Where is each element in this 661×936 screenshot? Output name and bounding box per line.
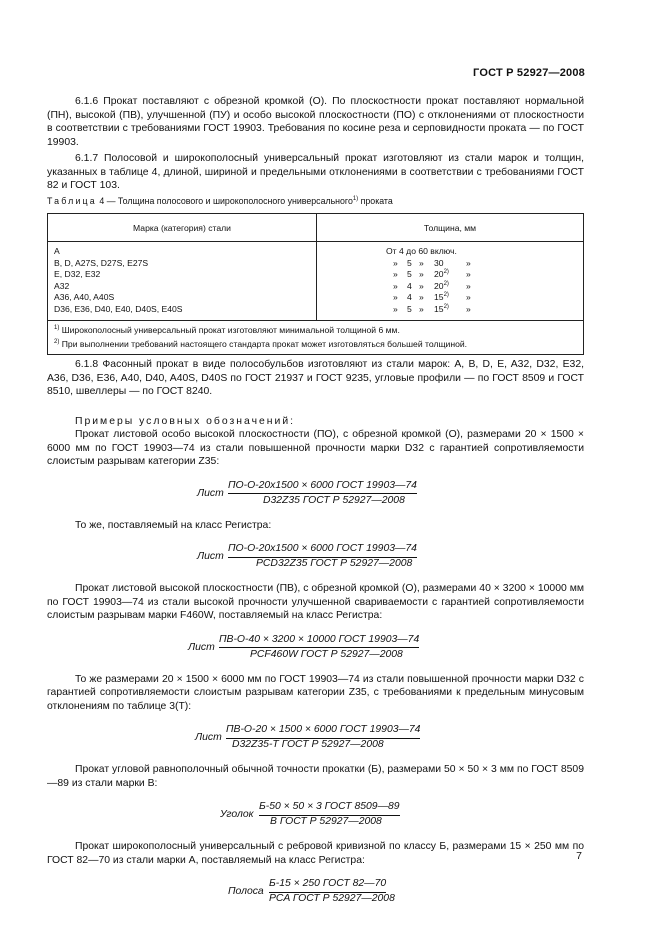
examples-title: Примеры условных обозначений: [75, 415, 296, 427]
ditto-mark: » [419, 257, 424, 268]
table-footnote-1 [54, 323, 577, 337]
ditto-mark: » [393, 257, 398, 268]
page-number: 7 [576, 850, 582, 862]
table-caption-text: 4 — Толщина полосового и широкополосного универсального [99, 196, 353, 206]
thickness-min: 4 [407, 292, 412, 303]
thickness-min: 5 [407, 303, 412, 314]
designation-denominator: D32Z35-Т ГОСТ Р 52927—2008 [232, 739, 384, 750]
ditto-mark: » [419, 303, 424, 314]
example-6-designation [47, 877, 584, 907]
footnote-mark: 2) [443, 303, 449, 310]
footnote-mark: 2) [443, 280, 449, 287]
thickness-max: 20 [434, 280, 444, 291]
thickness-max-with-note [434, 304, 449, 316]
main-text-lower [47, 358, 584, 917]
example-4-designation [47, 723, 584, 753]
table-cell-grade: E, D32, E32 [54, 269, 101, 280]
table-cell-thickness [323, 281, 577, 293]
table-header-grade: Марка (категория) стали [48, 214, 317, 242]
paragraph-6-1-8: 6.1.8 Фасонный прокат в виде полособульбов изготовляют из стали марок: A, B, D, E, A32, D32, E32, A36, D36, E36, A40, D40, A40S, D40S по ГОСТ 21937 и ГОСТ 9235, угловые профили — по ГОСТ 8509 и ГОСТ 8510, швеллеры — по ГОСТ 8240. [47, 359, 584, 397]
grade-column [48, 242, 317, 321]
table-4-caption [47, 196, 393, 206]
section-6-1-6-6-1-7 [47, 95, 584, 193]
thickness-max: 15 [434, 303, 444, 314]
table-caption-tail: проката [360, 196, 393, 206]
table-cell-grade: A36, A40, A40S [54, 292, 115, 303]
thickness-min: 5 [407, 269, 412, 280]
ditto-mark: » [466, 292, 471, 303]
thickness-column [317, 242, 584, 321]
table-cell-grade: D36, E36, D40, E40, D40S, E40S [54, 303, 183, 314]
ditto-mark: » [393, 280, 398, 291]
table-header-thickness: Толщина, мм [317, 214, 584, 242]
thickness-max-with-note [434, 281, 449, 293]
designation-label: Лист [188, 641, 215, 653]
table-footnotes [48, 320, 584, 354]
designation-label: Лист [195, 732, 222, 743]
table-cell-thickness [323, 269, 577, 281]
ditto-mark: » [393, 269, 398, 280]
footnote-text: При выполнении требований настоящего стандарта прокат может изготовляться большей толщиной. [61, 338, 468, 349]
example-2-designation [47, 542, 584, 572]
ditto-mark: » [466, 280, 471, 291]
paragraph-6-1-7: 6.1.7 Полосовой и широкополосный универсальный прокат изготовляют из стали марок и толщин, указанных в таблице 4, длиной, шириной и предельными отклонениями в соответствии с требованиями ГОСТ 82 и ГОСТ 103. [47, 153, 584, 191]
thickness-max: 20 [434, 269, 444, 280]
designation-numerator: ПО-О-20х1500 × 6000 ГОСТ 19903—74 [228, 479, 417, 495]
designation-label: Полоса [228, 886, 264, 897]
example-3-text: Прокат листовой высокой плоскостности (ПВ), с обрезной кромкой (О), размерами 40 × 3200 × 10000 мм по ГОСТ 19903—74 из стали высокой прочности улучшенной свариваемости с гарантией сопротивляемости слоистым разрывам марки F460W, поставляемый на класс Регистра: [47, 583, 584, 621]
example-2-text: То же, поставляемый на класс Регистра: [75, 519, 272, 531]
designation-numerator: ПО-О-20х1500 × 6000 ГОСТ 19903—74 [228, 542, 417, 558]
designation-denominator: PCF460W ГОСТ Р 52927—2008 [250, 648, 403, 660]
table-footnote-2 [54, 337, 577, 351]
paragraph-6-1-6: 6.1.6 Прокат поставляют с обрезной кромкой (О). По плоскостности прокат поставляют нормальной (ПН), высокой (ПВ), улучшенной (ПУ) и особо высокой плоскостности (ПО) с отклонениями от плоскостности в соответствии с требованиями ГОСТ 19903. Требования по косине реза и серповидности проката — по ГОСТ 19903. [47, 96, 584, 148]
footnote-mark: 1) [54, 324, 60, 331]
designation-denominator: D32Z35 ГОСТ Р 52927—2008 [263, 494, 405, 506]
table-cell-thickness [323, 304, 577, 316]
footnote-text: Широкополосный универсальный прокат изготовляют минимальной толщиной 6 мм. [61, 324, 400, 335]
ditto-mark: » [419, 280, 424, 291]
ditto-mark: » [419, 292, 424, 303]
designation-numerator: Б-50 × 50 × 3 ГОСТ 8509—89 [259, 800, 400, 816]
thickness-text: От 4 до 60 включ. [386, 246, 457, 256]
designation-label: Лист [197, 487, 224, 499]
designation-denominator: PCD32Z35 ГОСТ Р 52927—2008 [256, 558, 413, 569]
footnote-mark: 2) [443, 269, 449, 276]
thickness-min: 5 [407, 257, 412, 268]
designation-denominator: PCA ГОСТ Р 52927—2008 [269, 893, 395, 904]
designation-label: Лист [197, 551, 224, 562]
designation-numerator: Б-15 × 250 ГОСТ 82—70 [269, 877, 386, 893]
ditto-mark: » [466, 303, 471, 314]
footnote-mark: 2) [443, 292, 449, 299]
footnote-mark: 2) [54, 338, 60, 345]
table-4 [47, 213, 584, 355]
thickness-max: 15 [434, 292, 444, 303]
table-cell-thickness [323, 246, 577, 258]
ditto-mark: » [466, 269, 471, 280]
table-cell-thickness [323, 258, 577, 270]
thickness-max-with-note [434, 292, 449, 304]
example-1-text: Прокат листовой особо высокой плоскостности (ПО), с обрезной кромкой (О), размерами 20 × 1500 × 6000 мм по ГОСТ 19903—74 из стали повышенной прочности марки D32 с гарантией сопротивляемости слоистым разрывам категории Z35: [47, 429, 584, 467]
designation-denominator: В ГОСТ Р 52927—2008 [270, 816, 382, 827]
ditto-mark: » [393, 292, 398, 303]
thickness-max-with-note [434, 269, 449, 281]
table-cell-grade: A [54, 246, 60, 256]
document-header: ГОСТ Р 52927—2008 [473, 67, 585, 79]
table-caption-footnote-mark: 1) [352, 196, 359, 202]
example-3-designation [47, 633, 584, 663]
thickness-min: 4 [407, 280, 412, 291]
example-5-text: Прокат угловой равнополочный обычной точности прокатки (Б), размерами 50 × 50 × 3 мм по ГОСТ 8509—89 из стали марки В: [47, 764, 584, 789]
table-cell-thickness [323, 292, 577, 304]
ditto-mark: » [419, 269, 424, 280]
ditto-mark: » [393, 303, 398, 314]
designation-label: Уголок [220, 809, 254, 820]
designation-numerator: ПВ-О-40 × 3200 × 10000 ГОСТ 19903—74 [219, 633, 419, 649]
ditto-mark: » [466, 257, 471, 268]
thickness-max: 30 [434, 257, 444, 268]
example-5-designation [47, 800, 584, 830]
designation-numerator: ПВ-О-20 × 1500 × 6000 ГОСТ 19903—74 [226, 723, 420, 739]
table-cell-grade: A32 [54, 280, 70, 291]
example-6-text: Прокат широкополосный универсальный с ребровой кривизной по классу Б, размерами 15 × 250 мм по ГОСТ 82—70 из стали марки А, поставляемый на класс Регистра: [47, 841, 584, 866]
table-caption-word: Таблица [47, 196, 97, 206]
example-1-designation [47, 479, 584, 509]
table-cell-grade: B, D, A27S, D27S, E27S [54, 257, 149, 268]
example-4-text: То же размерами 20 × 1500 × 6000 мм по ГОСТ 19903—74 из стали повышенной прочности марки D32 с гарантией сопротивляемости слоистым разрывам категории Z35, с требованиями к предельным минусовым отклонениям по таблице 3(Т): [47, 673, 584, 712]
